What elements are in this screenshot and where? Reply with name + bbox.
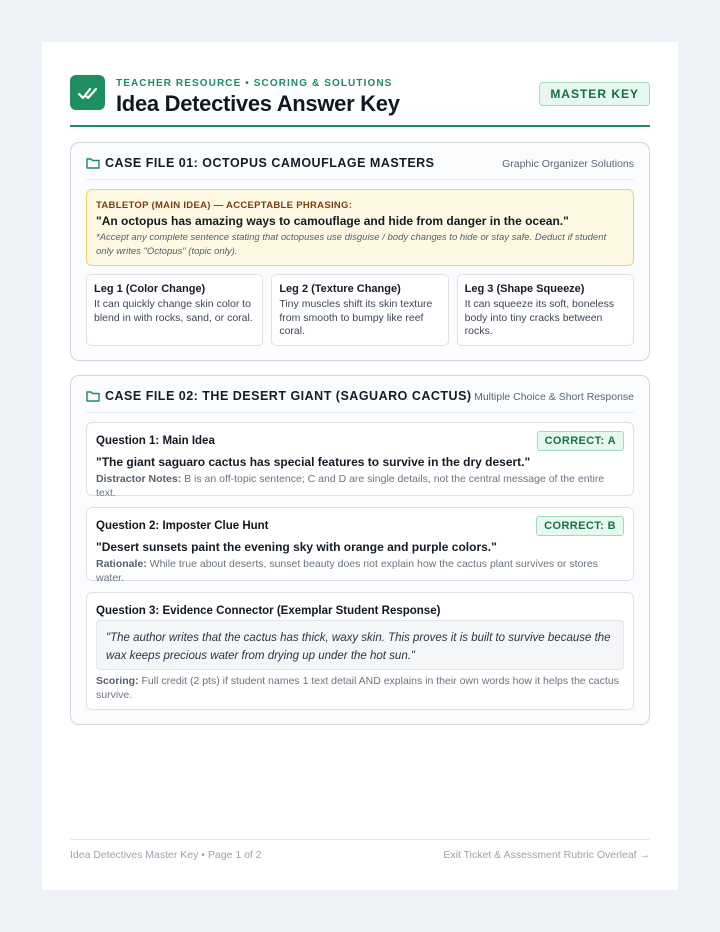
question-3-box	[86, 592, 634, 710]
folder-icon	[86, 390, 100, 402]
case-file-01-card	[70, 142, 650, 361]
leg-3-box	[457, 274, 634, 346]
leg-1-box	[86, 274, 263, 346]
question-2-title: Question 2: Imposter Clue Hunt	[96, 520, 269, 532]
question-2-answer: "Desert sunsets paint the evening sky with orange and purple colors."	[96, 540, 497, 554]
header-eyebrow: TEACHER RESOURCE • SCORING & SOLUTIONS	[116, 78, 393, 89]
question-1-correct-badge: CORRECT: A	[537, 431, 624, 451]
case-file-02-subtitle: Multiple Choice & Short Response	[474, 391, 634, 403]
question-2-correct-badge: CORRECT: B	[536, 516, 624, 536]
case-file-02-card	[70, 375, 650, 725]
question-1-box	[86, 422, 634, 499]
leg-2-title: Leg 2 (Texture Change)	[279, 283, 401, 295]
case-file-02-header	[86, 376, 634, 413]
exemplar-response: "The author writes that the cactus has thick, waxy skin. This proves it is built to survive because the wax keeps precious water from drying up under the hot sun."	[96, 620, 624, 670]
leg-2-box	[271, 274, 448, 346]
note-label: Rationale:	[96, 558, 147, 570]
answer-key-page	[42, 42, 678, 890]
question-1-title: Question 1: Main Idea	[96, 435, 215, 447]
note-text: While true about deserts, sunset beauty does not explain how the cactus plant survives or stores water.	[96, 558, 598, 584]
tabletop-main-idea: "An octopus has amazing ways to camouflage and hide from danger in the ocean."	[96, 214, 569, 228]
document-header	[70, 74, 650, 127]
note-text: Full credit (2 pts) if student names 1 text detail AND explains in their own words how it helps the cactus survive.	[96, 675, 619, 701]
tabletop-main-idea-box	[86, 189, 634, 266]
note-text: B is an off-topic sentence; C and D are single details, not the central message of the entire text.	[96, 473, 605, 499]
case-file-02-title: CASE FILE 02: THE DESERT GIANT (SAGUARO CACTUS)	[105, 389, 472, 403]
case-file-01-header	[86, 143, 634, 180]
detail-legs	[86, 274, 634, 346]
case-file-01-subtitle: Graphic Organizer Solutions	[502, 158, 634, 170]
folder-icon	[86, 157, 100, 169]
question-1-answer: "The giant saguaro cactus has special features to survive in the dry desert."	[96, 455, 531, 469]
double-check-icon	[70, 75, 105, 110]
page-title: Idea Detectives Answer Key	[116, 91, 400, 116]
case-file-01-title: CASE FILE 01: OCTOPUS CAMOUFLAGE MASTERS	[105, 156, 435, 170]
tabletop-label: TABLETOP (MAIN IDEA) — ACCEPTABLE PHRASING:	[96, 200, 353, 211]
master-key-badge: MASTER KEY	[539, 82, 650, 106]
question-1-note	[96, 473, 624, 500]
leg-3-text: It can squeeze its soft, boneless body into tiny cracks between rocks.	[464, 298, 615, 337]
leg-1-text: It can quickly change skin color to blend in with rocks, sand, or coral.	[94, 298, 253, 324]
question-2-box	[86, 507, 634, 584]
page-footer	[70, 839, 650, 861]
leg-2-text: Tiny muscles shift its skin texture from smooth to bumpy like reef coral.	[279, 298, 433, 337]
tabletop-scoring-note: *Accept any complete sentence stating that octopuses use disguise / body changes to hide or stay safe. Deduct if student only writes "Octopus" (topic only).	[96, 232, 607, 257]
note-label: Distractor Notes:	[96, 473, 182, 485]
leg-1-title: Leg 1 (Color Change)	[94, 283, 206, 295]
question-3-title: Question 3: Evidence Connector (Exemplar Student Response)	[96, 605, 441, 617]
note-label: Scoring:	[96, 675, 139, 687]
footer-page-info: Idea Detectives Master Key • Page 1 of 2	[70, 849, 262, 861]
footer-overleaf-note: Exit Ticket & Assessment Rubric Overleaf →	[443, 849, 650, 861]
leg-3-title: Leg 3 (Shape Squeeze)	[464, 283, 585, 295]
question-3-scoring	[96, 675, 624, 702]
question-2-note	[96, 558, 624, 585]
